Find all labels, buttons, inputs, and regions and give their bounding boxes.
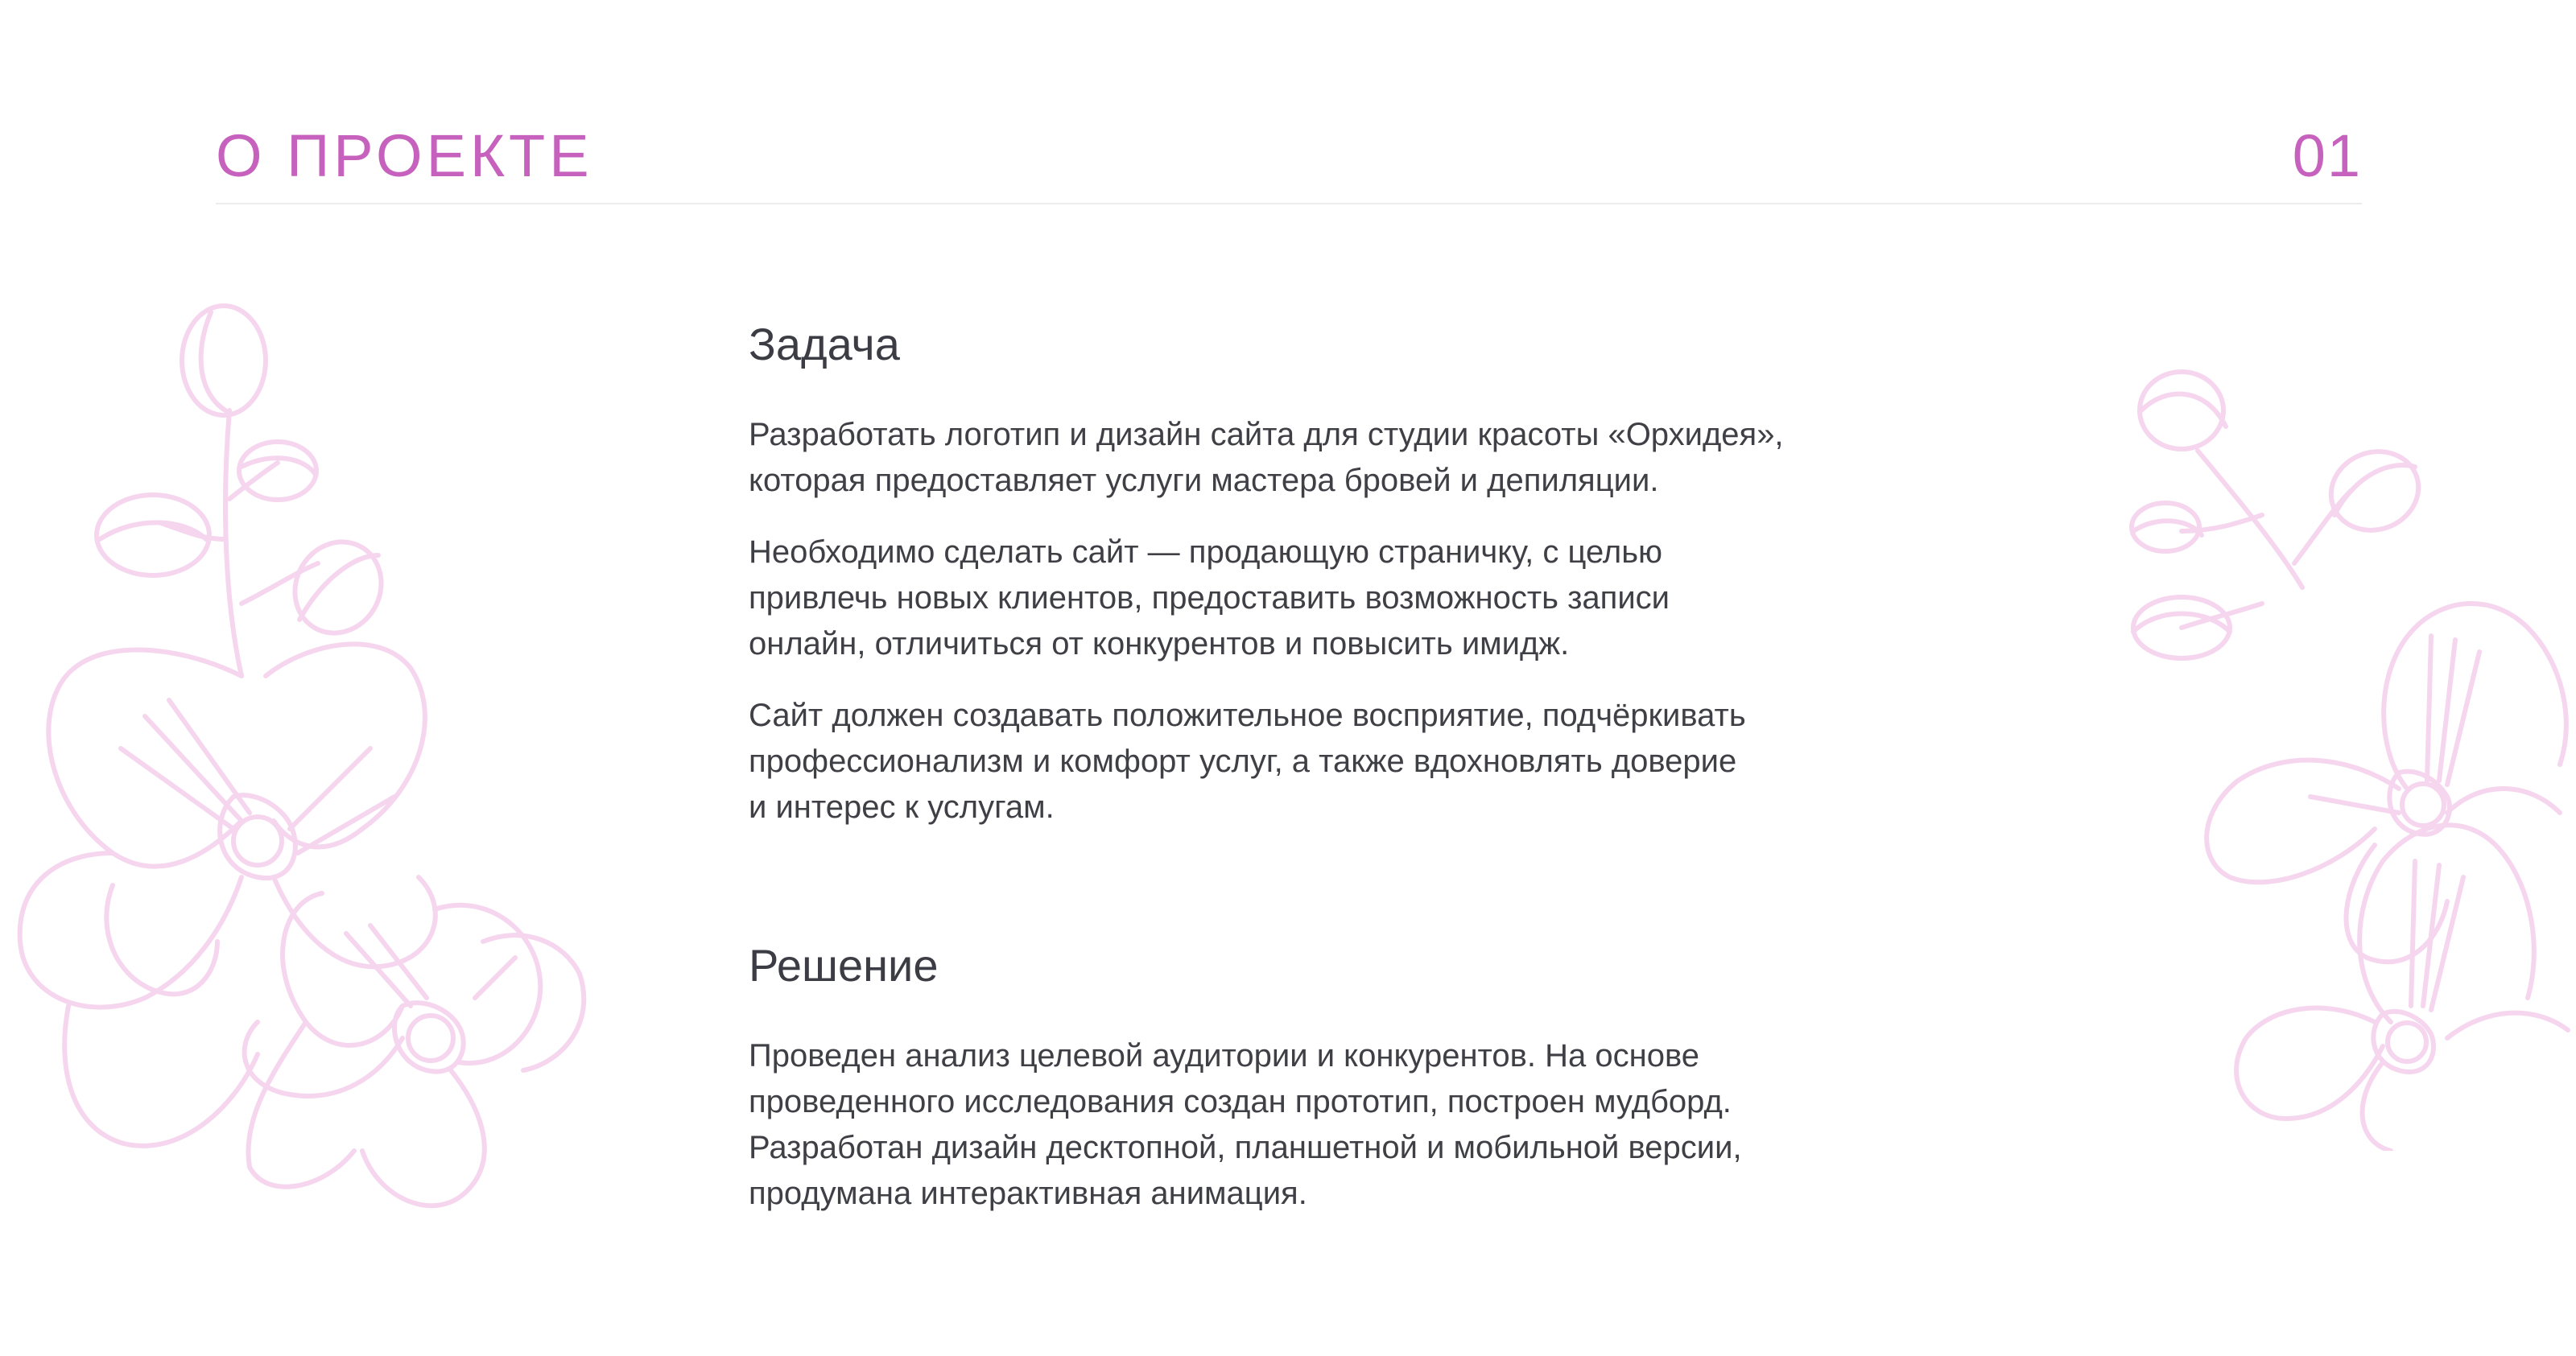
page-header [216,121,2362,204]
solution-heading: Решение [749,940,939,991]
task-paragraph-1: Разработать логотип и дизайн сайта для студии красоты «Орхидея», которая предоставляет услуги мастера бровей и депиляции. [749,417,1784,498]
solution-section [749,934,1852,1217]
solution-paragraph-1: Проведен анализ целевой аудитории и конкурентов. На основе проведенного исследования создан прототип, построен мудборд. Разработан дизайн десктопной, планшетной и мобильной версии, продумана интерактивная анимация. [749,1038,1742,1211]
orchid-right-icon [2109,362,2576,1151]
main-content [749,312,1852,1243]
task-heading: Задача [749,319,900,369]
page-title: О ПРОЕКТЕ [216,122,593,189]
orchid-left-icon [0,298,612,1223]
section-spacer [749,856,1852,934]
task-paragraph-2: Необходимо сделать сайт — продающую страничку, с целью привлечь новых клиентов, предоставить возможность записи онлайн, отличиться от конкурентов и повысить имидж. [749,534,1670,662]
task-section [749,312,1852,830]
task-paragraph-3: Сайт должен создавать положительное восприятие, подчёркивать профессионализм и комфорт услуг, а также вдохновлять доверие и интерес к услугам. [749,698,1746,825]
page-number: 01 [2292,122,2362,189]
